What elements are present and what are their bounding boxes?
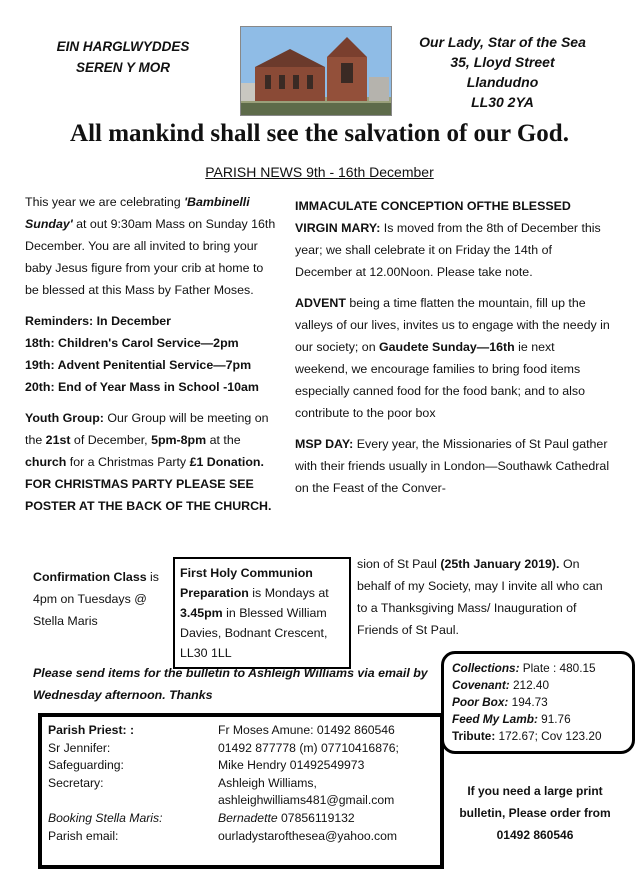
contact-value bbox=[218, 810, 434, 828]
youth-date: 21st bbox=[45, 433, 71, 447]
collection-row bbox=[452, 677, 624, 694]
first-communion-venue: in Blessed William Davies, Bodnant Crescent, LL30 1LL bbox=[180, 606, 328, 660]
booking-phone: 07856119132 bbox=[277, 810, 355, 825]
first-communion-time: 3.45pm bbox=[180, 606, 223, 620]
collection-row bbox=[452, 728, 624, 745]
contact-row bbox=[48, 775, 434, 810]
parish-news-title bbox=[0, 164, 639, 180]
gaudete-sunday: Gaudete Sunday—16th bbox=[379, 340, 515, 354]
bambinelli-sunday: 'Bambinelli Sunday' bbox=[25, 195, 250, 231]
collection-value: 91.76 bbox=[537, 712, 571, 726]
bambinelli-text-rest: at out 9:30am Mass on Sunday 16th December. You are all invited to bring your baby Jesus figure from your crib at home to be blessed at this Mass by Father Moses. bbox=[25, 217, 276, 297]
immaculate-text: Is moved from the 8th of December this year; we shall celebrate it on Friday the 14th of December at 12.00Noon. Please take note. bbox=[295, 221, 601, 279]
youth-text: for a Christmas Party bbox=[66, 455, 190, 469]
msp-text-rest: On behalf of my Society, may I invite all who can to a Thanksgiving Mass/ Inauguration of Friends of St Paul. bbox=[357, 557, 603, 637]
contact-row bbox=[48, 740, 434, 758]
confirmation-class bbox=[33, 566, 163, 632]
collection-label: Poor Box: bbox=[452, 695, 509, 709]
collection-row bbox=[452, 711, 624, 728]
collection-value: 212.40 bbox=[509, 678, 550, 692]
youth-text: at the bbox=[206, 433, 241, 447]
collection-row bbox=[452, 660, 624, 677]
welsh-name-line1: EIN HARGLWYDDES bbox=[56, 39, 190, 54]
reminder-item: 19th: Advent Penitential Service—7pm bbox=[25, 358, 252, 372]
right-column bbox=[295, 195, 610, 508]
secretary-name: Ashleigh Williams, bbox=[218, 775, 317, 790]
headline: All mankind shall see the salvation of our God. bbox=[70, 120, 569, 147]
church-name-english: Our Lady, Star of the Sea bbox=[419, 34, 586, 50]
contact-label: Sr Jennifer: bbox=[48, 740, 111, 755]
collection-value: 172.67; Cov 123.20 bbox=[495, 729, 602, 743]
contacts-box bbox=[38, 713, 444, 869]
advent-text: being a time flatten the mountain, fill up the valleys of our lives, invites us to engage with the needy in our society; on bbox=[295, 296, 610, 354]
address-street: 35, Lloyd Street bbox=[450, 54, 555, 70]
contact-label: Secretary: bbox=[48, 775, 104, 790]
bambinelli-paragraph bbox=[25, 191, 280, 301]
contact-label: Parish Priest: : bbox=[48, 723, 135, 737]
booking-name: Bernadette bbox=[218, 810, 278, 825]
collection-value: Plate : 480.15 bbox=[519, 661, 596, 675]
large-print-note bbox=[450, 780, 620, 846]
youth-group-paragraph bbox=[25, 407, 280, 473]
bambinelli-text: This year we are celebrating bbox=[25, 195, 185, 209]
advent-text-rest: ie next weekend, we encourage families to bring food items especially canned food for the food bank; and to also contribute to the poor box bbox=[295, 340, 586, 420]
contact-value: Fr Moses Amune: 01492 860546 bbox=[218, 723, 395, 737]
msp-day-text: Every year, the Missionaries of St Paul gather with their friends usually in London—Southawk Cathedral on the Feast of the Conver- bbox=[295, 437, 610, 495]
contact-row bbox=[48, 828, 434, 846]
contact-row bbox=[48, 757, 434, 775]
contact-value bbox=[218, 775, 434, 810]
contact-label: Parish email: bbox=[48, 828, 119, 843]
reminders bbox=[25, 310, 280, 398]
address-town: Llandudno bbox=[466, 74, 539, 90]
youth-text: Our Group will be meeting on the bbox=[25, 411, 269, 447]
church-address bbox=[400, 32, 605, 112]
party-poster-note: FOR CHRISTMAS PARTY PLEASE SEE POSTER AT THE BACK OF THE CHURCH. bbox=[25, 477, 272, 513]
church-name-welsh bbox=[28, 36, 218, 78]
immaculate-conception-paragraph bbox=[295, 195, 610, 283]
collection-label: Tribute: bbox=[452, 729, 496, 743]
advent-label: ADVENT bbox=[295, 296, 346, 310]
welsh-name-line2: SEREN Y MOR bbox=[75, 60, 171, 75]
church-illustration bbox=[241, 27, 391, 115]
contact-row bbox=[48, 810, 434, 828]
msp-day-continued bbox=[357, 553, 607, 641]
address-postcode: LL30 2YA bbox=[471, 94, 534, 110]
contact-value: Mike Hendry 01492549973 bbox=[218, 758, 365, 773]
confirmation-label: Confirmation Class bbox=[33, 570, 147, 584]
reminder-item: 18th: Children's Carol Service—2pm bbox=[25, 336, 239, 350]
contact-row bbox=[48, 722, 434, 740]
collection-row bbox=[452, 694, 624, 711]
first-communion-label: First Holy Communion Preparation bbox=[180, 566, 313, 600]
secretary-email: ashleighwilliams481@gmail.com bbox=[218, 793, 395, 808]
confirmation-text: is 4pm on Tuesdays @ Stella Maris bbox=[33, 570, 160, 628]
church-photo bbox=[240, 26, 392, 116]
large-print-phone: 01492 860546 bbox=[496, 828, 574, 842]
immaculate-title: IMMACULATE CONCEPTION OFTHE BLESSED VIRGIN MARY: bbox=[295, 199, 571, 235]
first-communion-text: is Mondays at bbox=[248, 586, 329, 600]
contact-value: ourladystarofthesea@yahoo.com bbox=[218, 828, 398, 843]
collection-value: 194.73 bbox=[508, 695, 548, 709]
parish-news-dates: PARISH NEWS 9th - 16th December bbox=[205, 164, 434, 180]
collection-label: Collections: bbox=[452, 661, 520, 675]
left-column bbox=[25, 191, 280, 526]
bulletin-submission-note: Please send items for the bulletin to Ashleigh Williams via email by Wednesday afternoon. Thanks bbox=[33, 666, 428, 702]
youth-group-label: Youth Group: bbox=[25, 411, 104, 425]
contact-label: Safeguarding: bbox=[48, 758, 124, 773]
youth-text: of December, bbox=[70, 433, 152, 447]
first-communion-box bbox=[173, 557, 351, 669]
reminders-title: Reminders: In December bbox=[25, 314, 171, 328]
collection-label: Feed My Lamb: bbox=[452, 712, 538, 726]
advent-paragraph bbox=[295, 292, 610, 424]
large-print-line: bulletin, Please order from bbox=[459, 806, 611, 820]
youth-donation: £1 Donation. bbox=[189, 455, 264, 469]
youth-venue: church bbox=[25, 455, 67, 469]
msp-date: (25th January 2019). bbox=[440, 557, 560, 571]
collections-box bbox=[441, 651, 635, 754]
large-print-line: If you need a large print bbox=[467, 784, 603, 798]
msp-day-label: MSP DAY: bbox=[295, 437, 354, 451]
msp-day-paragraph bbox=[295, 433, 610, 499]
youth-time: 5pm-8pm bbox=[151, 433, 207, 447]
reminder-item: 20th: End of Year Mass in School -10am bbox=[25, 380, 259, 394]
msp-text: sion of St Paul bbox=[357, 557, 441, 571]
contact-label: Booking Stella Maris: bbox=[48, 810, 163, 825]
collection-label: Covenant: bbox=[452, 678, 510, 692]
contact-value: 01492 877778 (m) 07710416876; bbox=[218, 740, 399, 755]
